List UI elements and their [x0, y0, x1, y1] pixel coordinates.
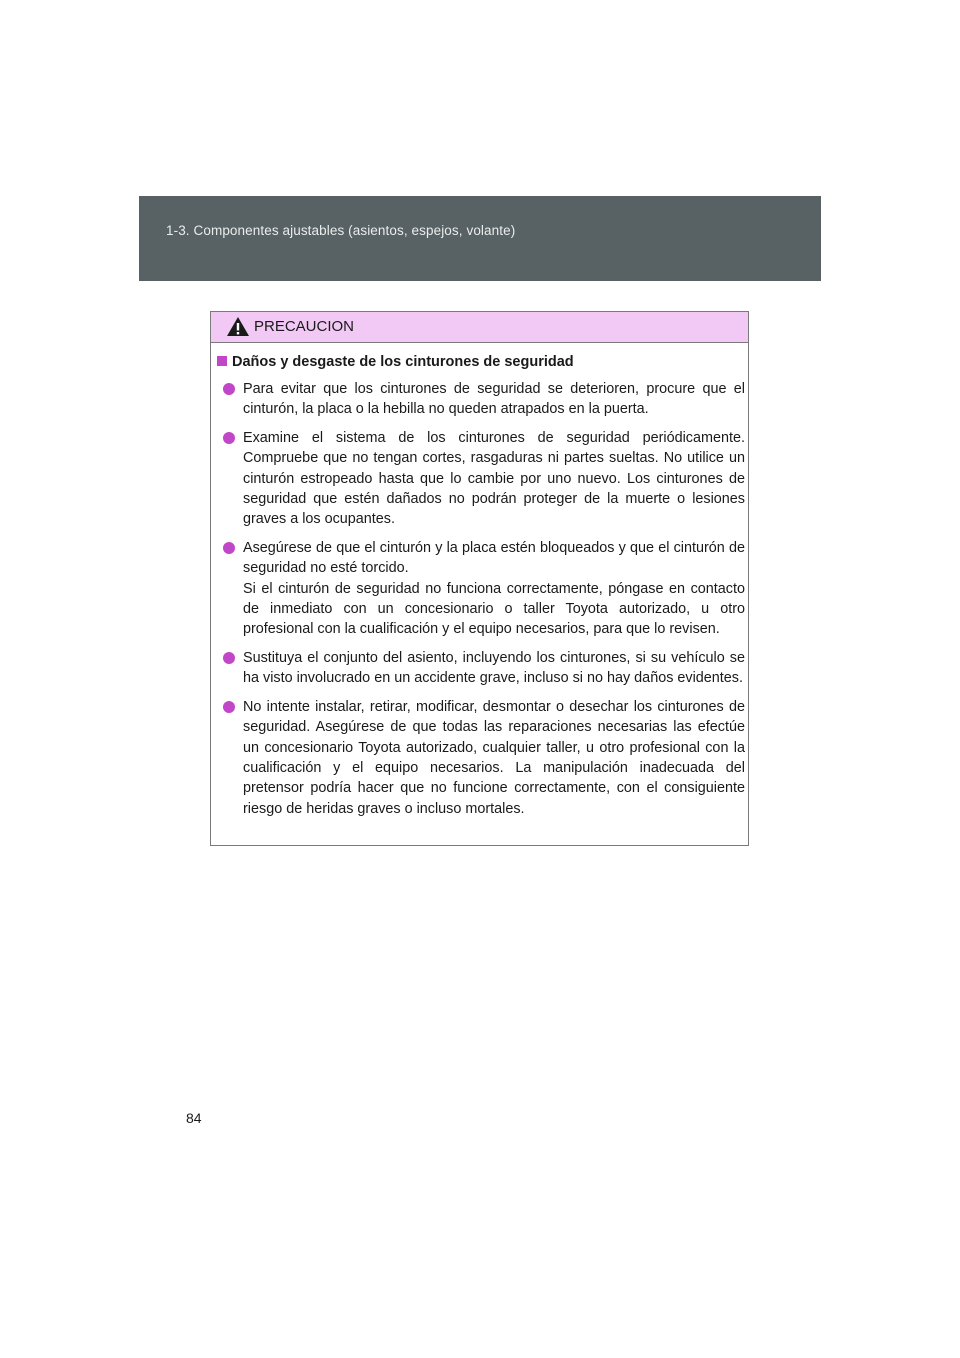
circle-bullet-icon [223, 383, 235, 395]
item-text-continued: Si el cinturón de seguridad no funciona correctamente, póngase en contacto de inmediato con un concesionario o taller Toyota autorizado, u otro profesional con la cualificación y el equipo necesarios, para que lo revisen. [243, 580, 745, 638]
list-item [223, 697, 745, 819]
list-item [223, 648, 745, 689]
warning-triangle-icon [226, 316, 250, 337]
caution-box [210, 311, 749, 846]
circle-bullet-icon [223, 542, 235, 554]
list-item [223, 379, 745, 420]
circle-bullet-icon [223, 652, 235, 664]
item-text: Sustituya el conjunto del asiento, incluyendo los cinturones, si su vehículo se ha visto involucrado en un accidente grave, incluso si no hay daños evidentes. [243, 649, 745, 687]
list-item [223, 428, 745, 530]
section-title: 1-3. Componentes ajustables (asientos, espejos, volante) [166, 223, 516, 238]
item-text: Asegúrese de que el cinturón y la placa estén bloqueados y que el cinturón de seguridad no esté torcido. [243, 539, 745, 577]
section-header-band [139, 196, 821, 281]
item-text: Para evitar que los cinturones de seguridad se deterioren, procure que el cinturón, la placa o la hebilla no queden atrapados en la puerta. [243, 381, 745, 418]
caution-items-list [223, 379, 745, 827]
circle-bullet-icon [223, 432, 235, 444]
page-number: 84 [186, 1110, 202, 1126]
item-text: Examine el sistema de los cinturones de seguridad periódicamente. Compruebe que no tengan cortes, rasgaduras ni partes sueltas. No utilice un cinturón estropeado hasta que lo cambie por uno nuevo. Los cinturones de seguridad que estén dañados no podrán proteger de la muerte o lesiones graves a los ocupantes. [243, 429, 745, 528]
item-text: No intente instalar, retirar, modificar, desmontar o desechar los cinturones de seguridad. Asegúrese de que todas las reparaciones necesarias las efectúe un concesionario Toyota autorizado, cualquier taller, u otro profesional con la cualificación y el equipo necesarios. La manipulación inadecuada del pretensor podría hacer que no funcione correctamente, con el consiguiente riesgo de heridas graves o incluso mortales. [243, 698, 745, 817]
caution-title: PRECAUCION [254, 318, 355, 335]
caution-header [211, 312, 748, 343]
square-bullet-icon [217, 356, 227, 366]
caution-section-heading: Daños y desgaste de los cinturones de seguridad [217, 354, 574, 370]
circle-bullet-icon [223, 701, 235, 713]
list-item [223, 538, 745, 640]
